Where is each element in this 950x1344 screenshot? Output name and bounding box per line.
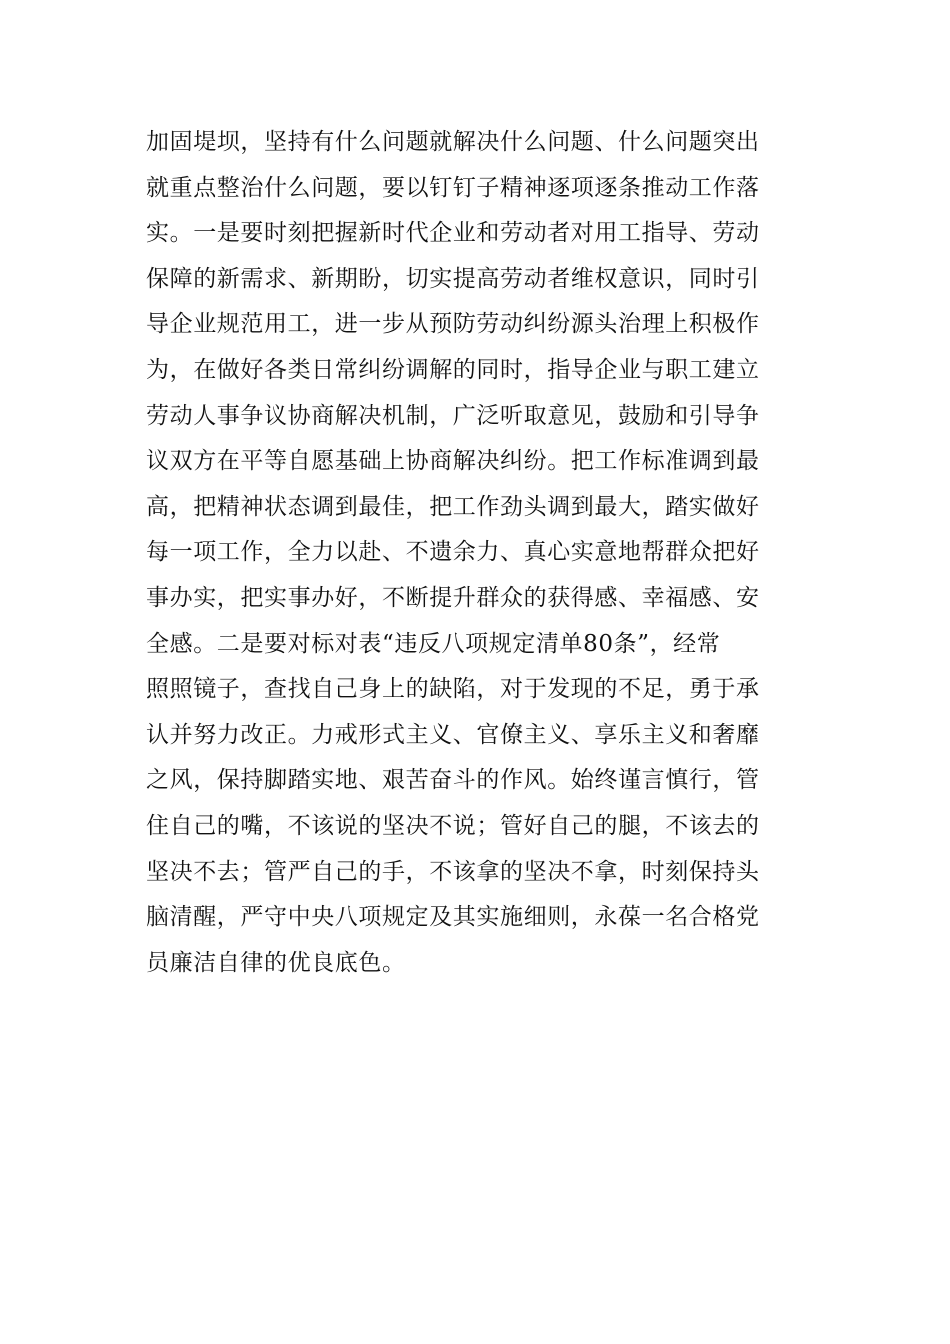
text-line: 高，把精神状态调到最佳，把工作劲头调到最大，踏实做好 [146,493,760,520]
text-line: 员廉洁自律的优良底色。 [146,949,406,976]
text-line: 议双方在平等自愿基础上协商解决纠纷。把工作标准调到最 [146,448,760,475]
text-line: 全感。二是要对标对表“违反八项规定清单80条”，经常 [146,630,721,657]
text-line: 照照镜子，查找自己身上的缺陷，对于发现的不足，勇于承 [146,676,760,703]
text-line: 就重点整治什么问题，要以钉钉子精神逐项逐条推动工作落 [146,174,760,201]
text-line: 之风，保持脚踏实地、艰苦奋斗的作风。始终谨言慎行，管 [146,767,760,794]
text-line: 为，在做好各类日常纠纷调解的同时，指导企业与职工建立 [146,356,760,383]
text-line: 事办实，把实事办好，不断提升群众的获得感、幸福感、安 [146,584,760,611]
text-line: 导企业规范用工，进一步从预防劳动纠纷源头治理上积极作 [146,311,760,338]
text-line: 实。一是要时刻把握新时代企业和劳动者对用工指导、劳动 [146,220,760,247]
text-line: 每一项工作，全力以赴、不遗余力、真心实意地帮群众把好 [146,539,760,566]
text-line: 保障的新需求、新期盼，切实提高劳动者维权意识，同时引 [146,265,760,292]
text-line: 住自己的嘴，不该说的坚决不说；管好自己的腿，不该去的 [146,812,760,839]
text-line: 劳动人事争议协商解决机制，广泛听取意见，鼓励和引导争 [146,402,760,429]
text-line: 认并努力改正。力戒形式主义、官僚主义、享乐主义和奢靡 [146,721,760,748]
text-line: 脑清醒，严守中央八项规定及其实施细则，永葆一名合格党 [146,904,760,931]
body-paragraph [146,120,810,986]
text-line: 坚决不去；管严自己的手，不该拿的坚决不拿，时刻保持头 [146,858,760,885]
text-line: 加固堤坝，坚持有什么问题就解决什么问题、什么问题突出 [146,129,760,155]
